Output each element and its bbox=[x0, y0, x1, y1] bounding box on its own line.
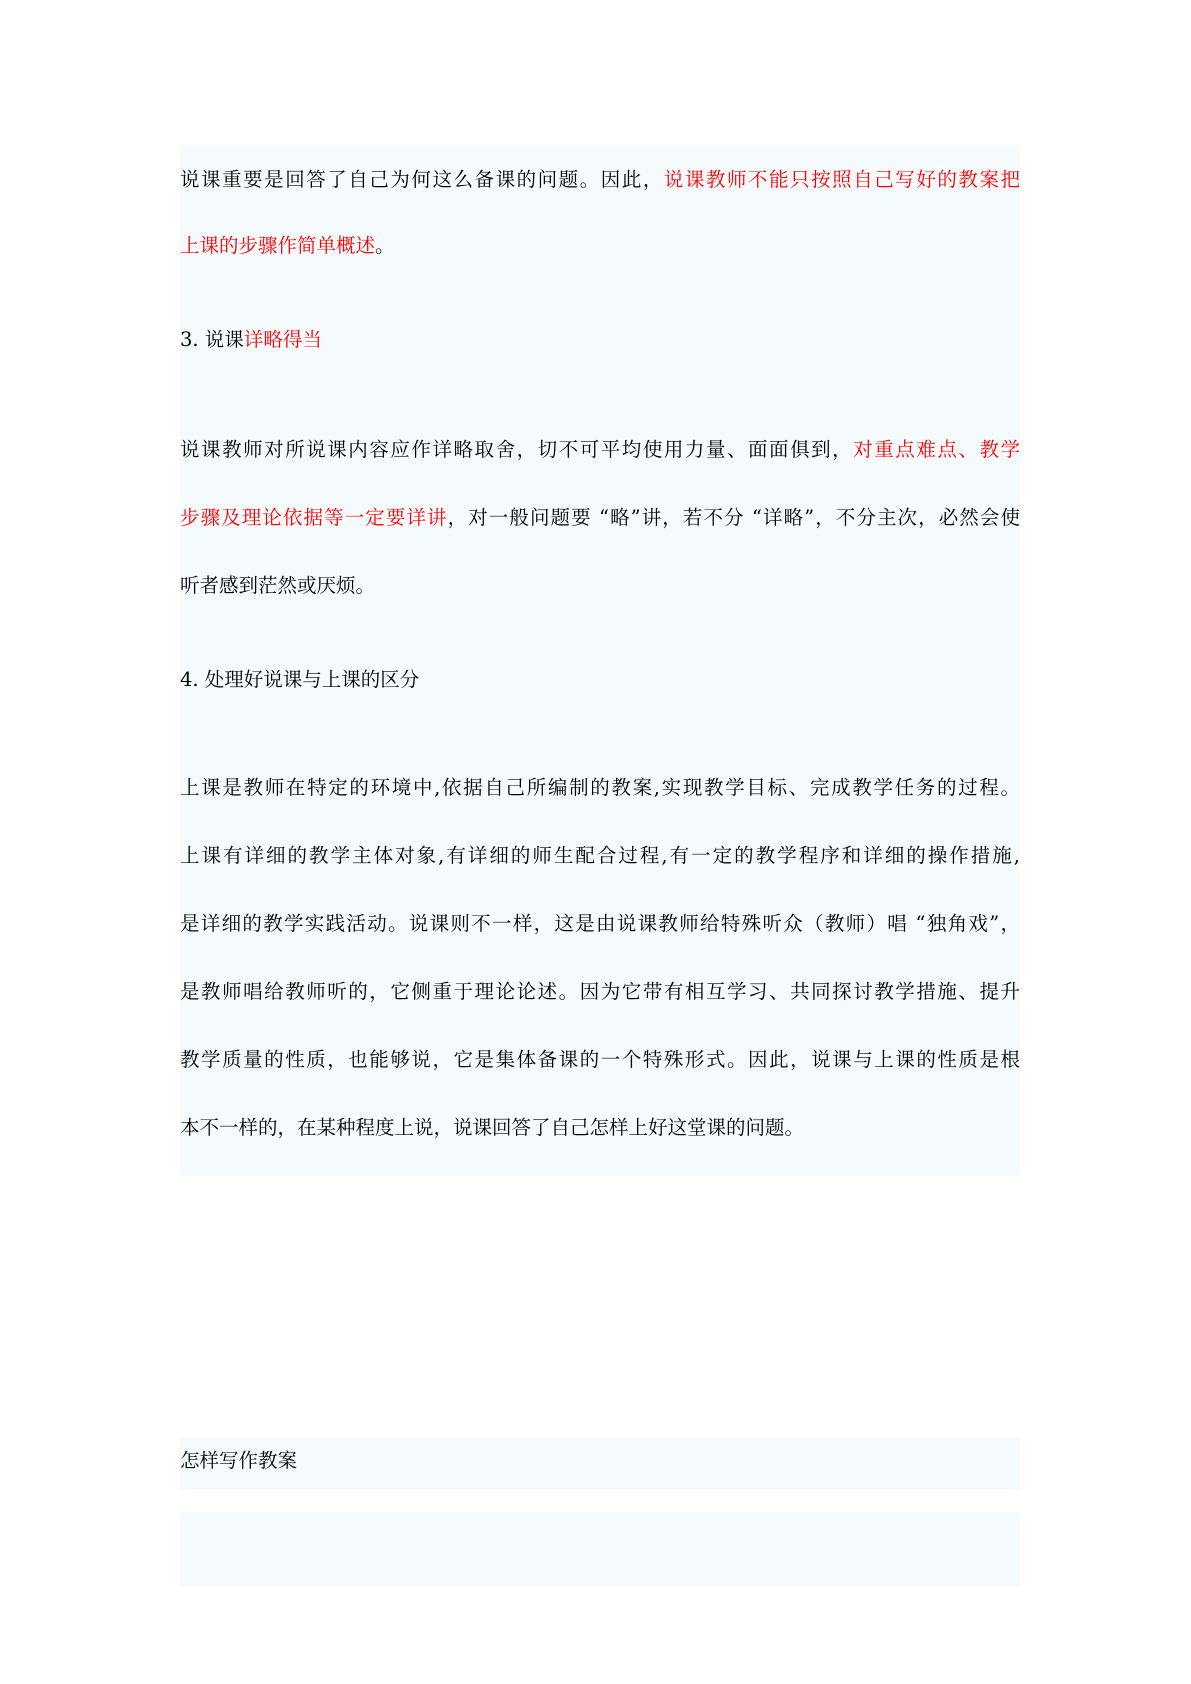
paragraph-line bbox=[180, 504, 1020, 532]
text-run: ，对一般问题要 “略”讲，若不分 “详略”，不分主次，必然会使 bbox=[447, 506, 1020, 529]
heading-text: 怎样写作教案 bbox=[180, 1449, 298, 1472]
heading-text: 3. 说课 bbox=[180, 328, 244, 351]
section-heading-3 bbox=[180, 326, 1020, 354]
paragraph-line bbox=[180, 842, 1020, 870]
paragraph-line bbox=[180, 1046, 1020, 1074]
text-run: 是教师唱给教师听的，它侧重于理论论述。因为它带有相互学习、共同探讨教学措施、提升 bbox=[180, 980, 1020, 1003]
section-heading-4 bbox=[180, 666, 1020, 694]
text-run: 听者感到茫然或厌烦。 bbox=[180, 574, 376, 597]
text-run: 上课是教师在特定的环境中,依据自己所编制的教案,实现教学目标、完成教学任务的过程。 bbox=[180, 776, 1020, 799]
empty-text-block bbox=[180, 1512, 1020, 1587]
next-section-heading-block bbox=[180, 1437, 1020, 1489]
highlighted-text: 上课的步骤作简单概述 bbox=[180, 234, 376, 257]
paragraph-line bbox=[180, 910, 1020, 938]
highlighted-text: 详略得当 bbox=[243, 328, 322, 351]
paragraph-line bbox=[180, 572, 1020, 600]
page-heading bbox=[180, 1447, 1020, 1475]
paragraph-line bbox=[180, 436, 1020, 464]
paragraph-line bbox=[180, 978, 1020, 1006]
text-run: 说课重要是回答了自己为何这么备课的问题。因此， bbox=[180, 168, 664, 191]
highlighted-text: 对重点难点、教学 bbox=[853, 438, 1020, 461]
text-run: 上课有详细的教学主体对象,有详细的师生配合过程,有一定的教学程序和详细的操作措施, bbox=[180, 844, 1020, 867]
highlighted-text: 说课教师不能只按照自己写好的教案把 bbox=[663, 168, 1020, 191]
text-run: 说课教师对所说课内容应作详略取舍，切不可平均使用力量、面面俱到， bbox=[180, 438, 854, 461]
highlighted-text: 步骤及理论依据等一定要详讲 bbox=[180, 506, 448, 529]
paragraph-line bbox=[180, 1114, 1020, 1142]
article-text-block bbox=[180, 146, 1020, 1176]
text-run: 教学质量的性质，也能够说，它是集体备课的一个特殊形式。因此，说课与上课的性质是根 bbox=[180, 1048, 1020, 1071]
heading-text: 4. 处理好说课与上课的区分 bbox=[180, 668, 420, 691]
text-run: 是详细的教学实践活动。说课则不一样，这是由说课教师给特殊听众（教师）唱 “独角戏”， bbox=[180, 912, 1020, 935]
text-run: 本不一样的，在某种程度上说，说课回答了自己怎样上好这堂课的问题。 bbox=[180, 1116, 805, 1139]
paragraph-line bbox=[180, 774, 1020, 802]
paragraph-line bbox=[180, 166, 1020, 194]
paragraph-line bbox=[180, 232, 1020, 260]
text-run: 。 bbox=[375, 234, 395, 257]
